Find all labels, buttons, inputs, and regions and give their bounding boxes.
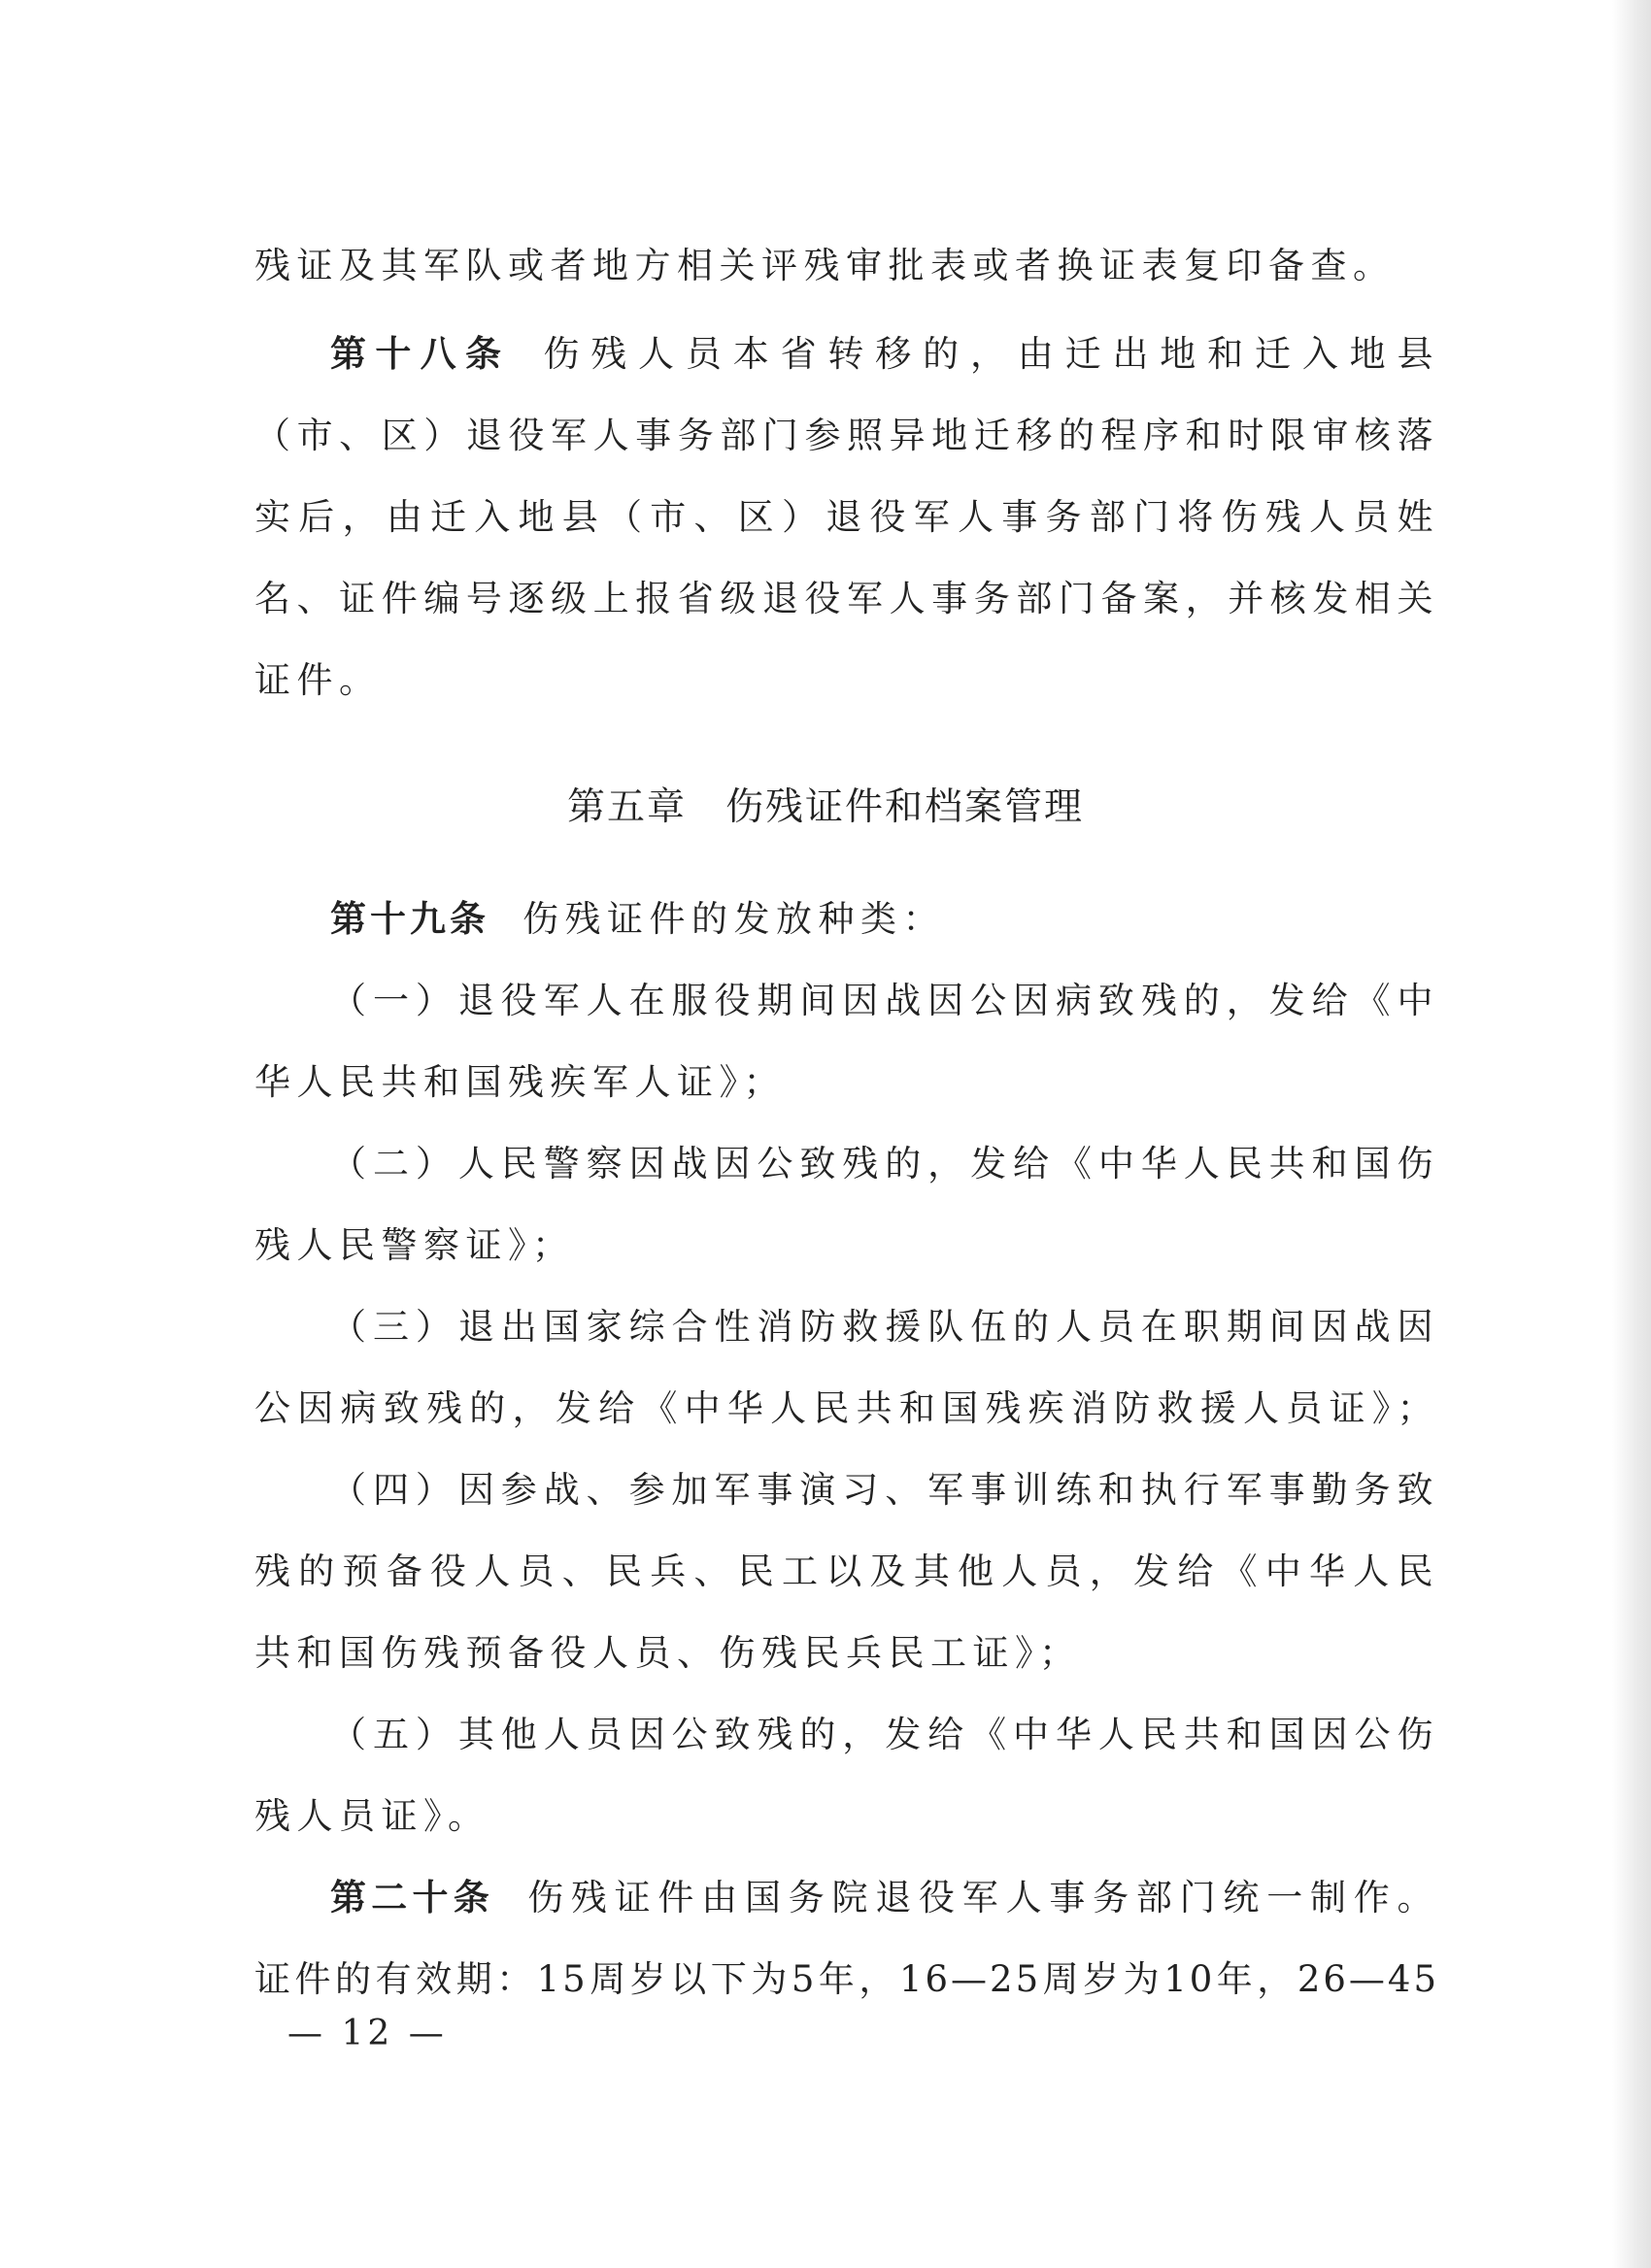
item-2-line-1: （二）人民警察因战因公致残的，发给《中华人民共和国伤 bbox=[330, 1143, 1439, 1184]
article-20-line-2: 证件的有效期：15周岁以下为5年，16—25周岁为10年，26—45 bbox=[254, 1958, 1439, 2000]
article-18-line-4: 名、证件编号逐级上报省级退役军人事务部门备案，并核发相关 bbox=[254, 578, 1439, 619]
article-19-line-1: 第十九条 伤残证件的发放种类： bbox=[330, 898, 945, 940]
item-4-line-2: 残的预备役人员、民兵、民工以及其他人员，发给《中华人民 bbox=[254, 1551, 1439, 1592]
article-20-title: 第二十条 bbox=[330, 1877, 495, 1918]
article-18-line-5: 证件。 bbox=[254, 659, 382, 701]
page-number: — 12 — bbox=[287, 2014, 448, 2053]
article-18-line-3: 实后，由迁入地县（市、区）退役军人事务部门将伤残人员姓 bbox=[254, 496, 1439, 538]
item-5-line-2: 残人员证》。 bbox=[254, 1795, 490, 1837]
item-2-line-2: 残人民警察证》； bbox=[254, 1224, 575, 1266]
item-1-line-1: （一）退役军人在服役期间因战因公因病致残的，发给《中 bbox=[330, 980, 1439, 1021]
chapter-heading bbox=[0, 777, 1651, 831]
item-4-line-3: 共和国伤残预备役人员、伤残民兵民工证》； bbox=[254, 1632, 1082, 1674]
article-20-line-1: 第二十条 伤残证件由国务院退役军人事务部门统一制作。 bbox=[330, 1877, 1440, 1918]
item-1-line-2: 华人民共和国残疾军人证》； bbox=[254, 1061, 786, 1103]
article-19-title: 第十九条 bbox=[330, 898, 489, 940]
chapter-number: 第五章 bbox=[566, 785, 687, 829]
item-5-line-1: （五）其他人员因公致残的，发给《中华人民共和国因公伤 bbox=[330, 1714, 1439, 1755]
article-18-line-2: （市、区）退役军人事务部门参照异地迁移的程序和时限审核落 bbox=[254, 415, 1439, 456]
text-line: 残证及其军队或者地方相关评残审批表或者换证表复印备查。 bbox=[254, 245, 1396, 286]
item-3-line-1: （三）退出国家综合性消防救援队伍的人员在职期间因战因 bbox=[330, 1306, 1439, 1348]
article-18-title: 第十八条 bbox=[330, 333, 511, 375]
page-edge-shadow bbox=[1612, 0, 1651, 2268]
item-3-line-2: 公因病致残的，发给《中华人民共和国残疾消防救援人员证》； bbox=[254, 1387, 1439, 1429]
item-4-line-1: （四）因参战、参加军事演习、军事训练和执行军事勤务致 bbox=[330, 1469, 1439, 1511]
article-18-line-1: 第十八条 伤残人员本省转移的，由迁出地和迁入地县 bbox=[330, 333, 1440, 375]
chapter-title: 伤残证件和档案管理 bbox=[725, 785, 1085, 829]
